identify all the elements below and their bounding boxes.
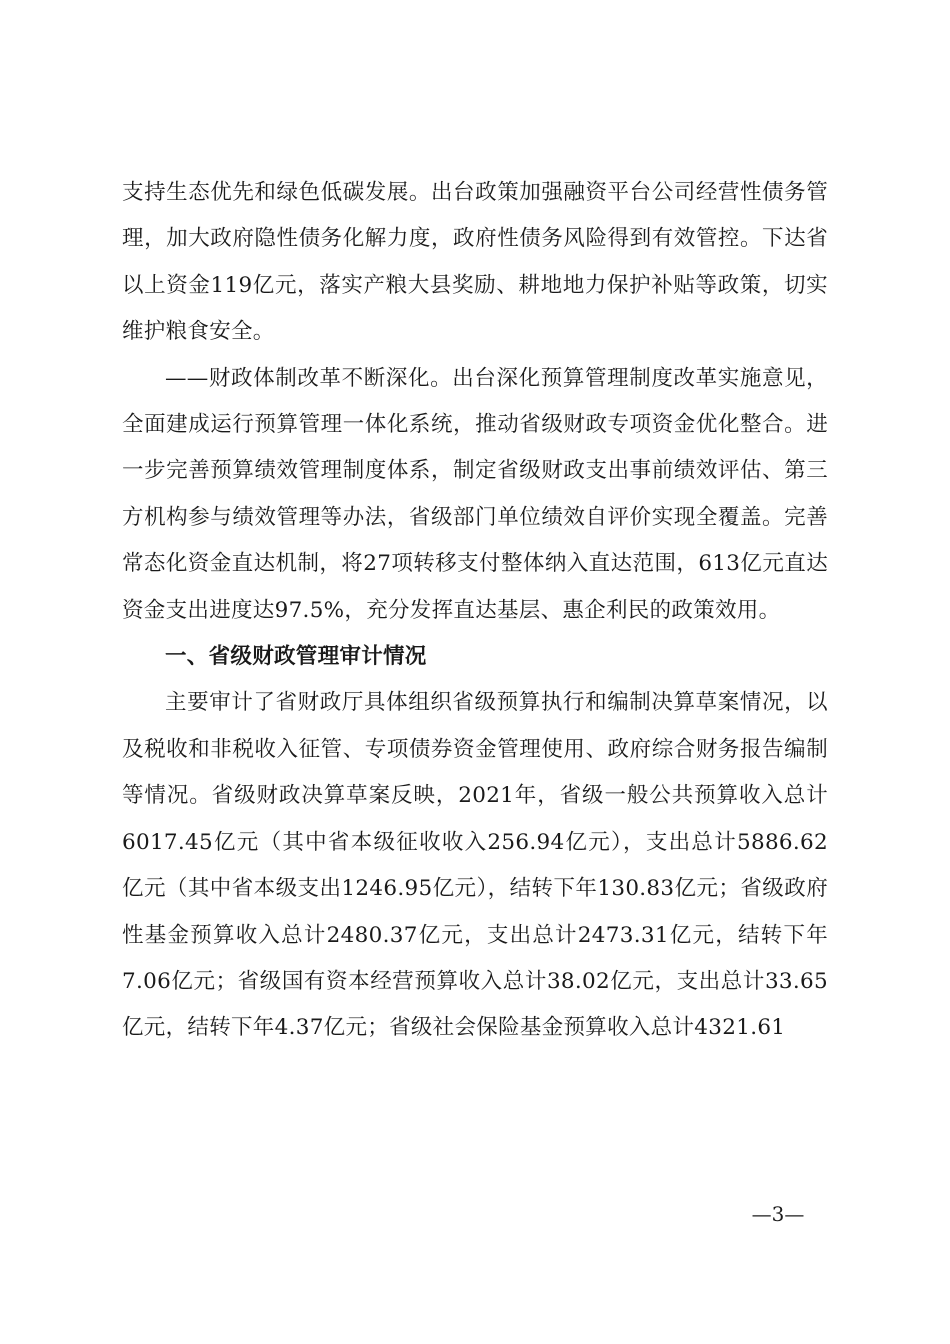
paragraph-fiscal-reform: ——财政体制改革不断深化。出台深化预算管理制度改革实施意见，全面建成运行预算管理一体化系统，推动省级财政专项资金优化整合。进一步完善预算绩效管理制度体系，制定省级财政支出事前绩效评估、第三方机构参与绩效管理等办法，省级部门单位绩效自评价实现全覆盖。完善常态化资金直达机制，将27项转移支付整体纳入直达范围，613亿元直达资金支出进度达97.5%，充分发挥直达基层、惠企利民的政策效用。 (122, 365, 828, 623)
paragraph-audit-details: 主要审计了省财政厅具体组织省级预算执行和编制决算草案情况，以及税收和非税收入征管、专项债券资金管理使用、政府综合财务报告编制等情况。省级财政决算草案反映，2021年，省级一般公共预算收入总计6017.45亿元（其中省本级征收收入256.94亿元），支出总计5886.62亿元（其中省本级支出1246.95亿元），结转下年130.83亿元；省级政府性基金预算收入总计2480.37亿元，支出总计2473.31亿元，结转下年7.06亿元；省级国有资本经营预算收入总计38.02亿元，支出总计33.65亿元，结转下年4.37亿元；省级社会保险基金预算收入总计4321.61 (122, 690, 828, 1041)
paragraph-green-development: 支持生态优先和绿色低碳发展。出台政策加强融资平台公司经营性债务管理，加大政府隐性债务化解力度，政府性债务风险得到有效管控。下达省以上资金119亿元，落实产粮大县奖励、耕地地力保护补贴等政策，切实维护粮食安全。 (122, 180, 828, 345)
document-body (122, 170, 828, 1052)
section-heading-provincial-audit: 一、省级财政管理审计情况 (165, 644, 427, 670)
page-number: —3— (751, 1202, 805, 1226)
